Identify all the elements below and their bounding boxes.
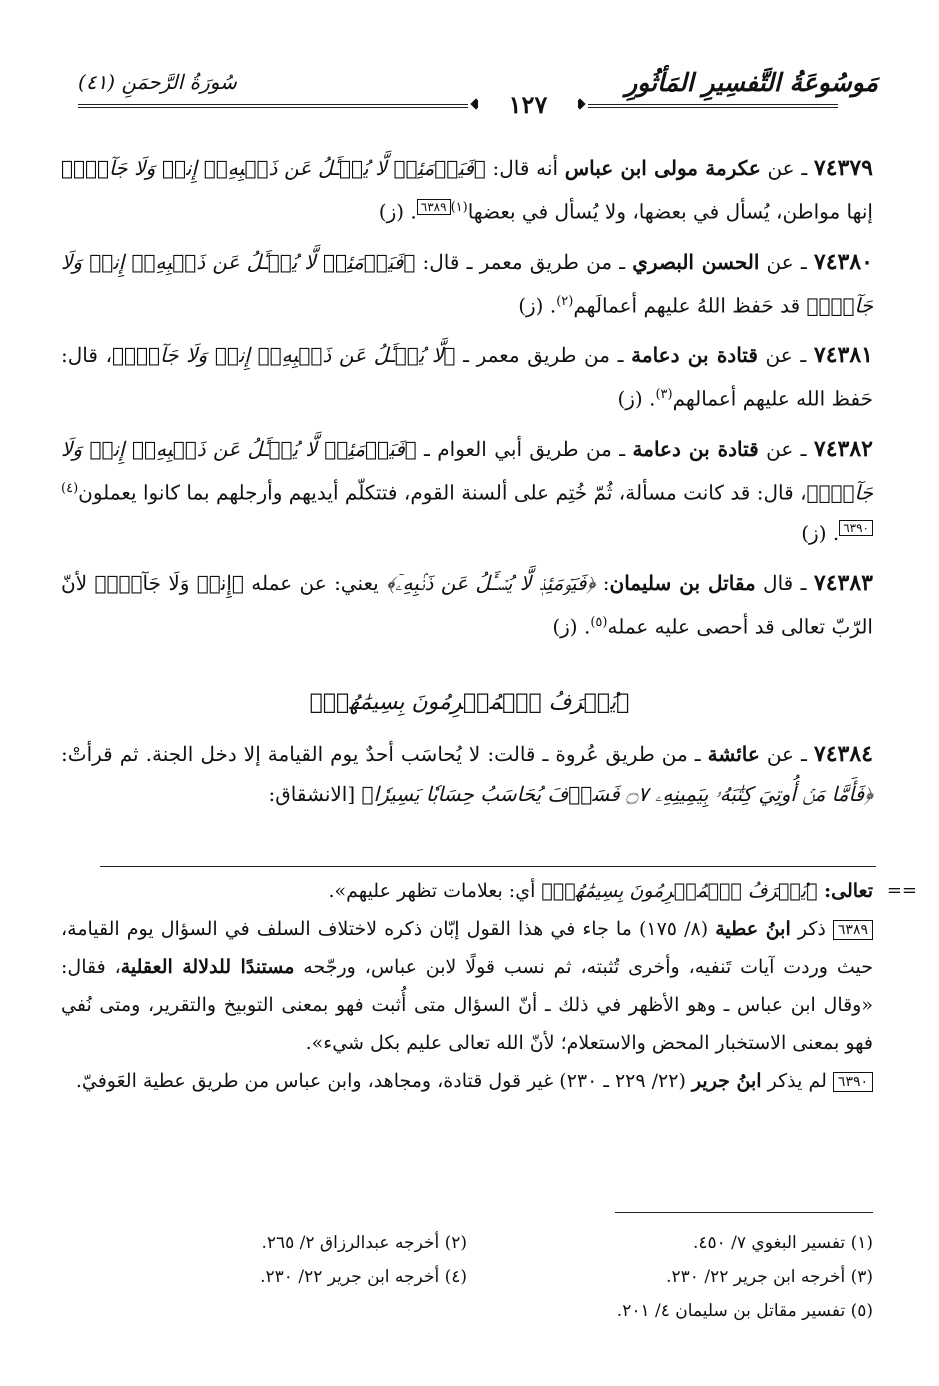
scholar-name: ابنُ عطية [715,918,791,940]
note-box-ref: ٦٣٩٠ [839,520,873,536]
entry-text: أنه قال: [485,156,565,180]
entry-tail: . (ز) [552,614,591,639]
narrator: قتادة بن دعامة [631,343,758,368]
quran-verse: ﴿فَيَوۡمَئِذٖ لَّا يُسۡـَٔلُ عَن ذَنۢبِهِۦٓ﴾ [386,570,596,595]
entries-list-2 [61,734,873,824]
continuation-label: تعالى: [817,880,873,902]
narrator: الحسن البصري [632,249,760,274]
note-text: (٨/ ١٧٥) ما جاء في هذا القول إبّان ذكره لاختلاف السلف في السؤال يوم القيامة، حيث وردت آيات تَنفيه، وأخرى تُثبته، ثم نسب قولًا لابن عباس، ورجّحه [61,918,873,978]
entries-list [61,148,873,656]
quran-verse: ﴿فَيَوۡمَئِذٖ لَّا يُسۡـَٔلُ عَن ذَنۢبِهِۦٓ إِنسٞ وَلَا جَآنّٞ﴾ [61,436,873,505]
footnote-row [61,1260,873,1294]
footnote-ref: (٥) [590,614,608,630]
quran-verse: ﴿فَيَوۡمَئِذٖ لَّا يُسۡـَٔلُ عَن ذَنۢبِهِۦٓ إِنسٞ وَلَا جَآنّٞ﴾ [61,156,486,180]
footnote-ref: (٤) [61,480,79,496]
entry-text: قد حَفظ اللهُ عليهم أعمالَهم [573,293,807,318]
footnote-row [61,1226,873,1260]
footnote-row [61,1294,873,1328]
entry-text: ـ عن [758,436,814,461]
footnote-ref: (٢) [556,293,574,309]
entry-text: ، قال: حَفظ الله عليهم أعمالهم [61,343,873,411]
footnote: (٥) تفسير مقاتل بن سليمان ٤/ ٢٠١. [616,1301,873,1321]
note-text: أي: بعلامات تظهر عليهم». [328,880,542,902]
entry-tail: . (ز) [378,199,417,224]
entry-text: يعني: عن عمله ﴿إِنسٞ وَلَا جَآنّٞ﴾ لأنّ الرّبّ تعالى قد أحصى عليه عمله [61,570,873,639]
quran-verse: ﴿لَّا يُسۡـَٔلُ عَن ذَنۢبِهِۦٓ إِنسٞ وَلَا جَآنّٞ﴾ [112,343,456,368]
entry [61,563,873,647]
page-number: ١٢٧ [478,90,578,119]
entry [61,148,873,232]
footnote: (٢) أخرجه عبدالرزاق ٢/ ٢٦٥. [261,1233,467,1253]
entry-tail: . (ز) [801,520,840,545]
section-title: ﴿يُعۡرَفُ ٱلۡمُجۡرِمُونَ بِسِيمَٰهُمۡ﴾ [309,690,630,715]
commentary-notes [61,872,917,1100]
footnotes [61,1226,873,1328]
entry-text: : [595,570,610,595]
entry [61,335,873,419]
narrator: قتادة بن دعامة [632,436,759,461]
entry-tail: . (ز) [617,386,656,411]
entry-tail: . (ز) [518,293,557,318]
footnote: (٣) أخرجه ابن جرير ٢٢/ ٢٣٠. [666,1267,873,1287]
note-continuation [61,872,917,910]
page-header [78,62,878,120]
notes-separator [100,866,876,867]
entry-text: ـ من طريق عُروة ـ قالت: لا يُحاسَب أحدٌ يوم القيامة إلا دخل الجنة. ثم قرأتْ: [61,742,708,766]
entry-text: ـ عن [759,742,814,766]
entry-text: ـ عن [760,156,814,180]
entry [61,242,873,326]
entry-number: ٧٤٣٨٣ [813,569,873,596]
note-box-ref: ٦٣٨٩ [417,199,451,215]
note-text: لم يذكر [761,1070,833,1092]
book-title: مَوسُوعَةُ التَّفسِيرِ المَأثُورِ [625,68,878,97]
note-box-number: ٦٣٨٩ [833,920,873,940]
entry-number: ٧٤٣٨٢ [813,435,873,462]
footnotes-separator [615,1212,873,1213]
footnote: (١) تفسير البغوي ٧/ ٤٥٠. [692,1233,873,1253]
entry-number: ٧٤٣٨١ [813,342,873,369]
narrator: مقاتل بن سليمان [609,570,756,595]
narrator: عكرمة مولى ابن عباس [564,156,761,180]
note-emphasis: مستندًا للدلالة العقلية [120,956,295,978]
entry-text: إنها مواطن، يُسأل في بعضها، ولا يُسأل في بعضها [467,199,873,224]
entry-text: ـ عن [757,343,814,368]
note-text: ، فقال: «وقال ابن عباس ـ وهو الأظهر في ذلك ـ أنّ السؤال متى أُثبت فهو بمعنى التوبيخ والتقرير، ومتى نُفي فهو بمعنى الاستخبار المحض والاستعلام؛ لأنّ الله تعالى عليم بكل شيء». [61,956,873,1054]
footnote-ref: (٣) [655,387,673,403]
entry-text: ـ قال [755,570,814,595]
entry-number: ٧٤٣٨٠ [813,248,873,275]
footnote: (٤) أخرجه ابن جرير ٢٢/ ٢٣٠. [260,1267,467,1287]
entry [61,734,873,814]
header-rule-left [78,104,468,108]
quran-verse: ﴿يُعۡرَفُ ٱلۡمُجۡرِمُونَ بِسِيمَٰهُمۡ﴾ [541,880,818,902]
quran-verse: ﴿فَيَوۡمَئِذٖ لَّا يُسۡـَٔلُ عَن ذَنۢبِهِۦٓ إِنسٞ وَلَا جَآنّٞ﴾ [61,249,873,318]
note-box-number: ٦٣٩٠ [833,1072,873,1092]
scholar-name: ابنُ جرير [691,1070,762,1092]
entry-text: ، قال: قد كانت مسألة، ثُمّ خُتِم على ألسنة القوم، فتتكلّم أيديهم وأرجلهم بما كانوا يعملون [78,480,807,505]
entry [61,429,873,553]
continuation-mark: == [886,880,917,901]
surah-label: سُورَةُ الرَّحمَنِ (٤١) [78,70,237,94]
entry-text: ـ من طريق أبي العوام ـ [416,436,633,461]
entry-text: ـ من طريق معمر ـ [455,343,632,368]
entry-text: ـ من طريق معمر ـ قال: [415,249,633,274]
entry-tail: [الانشقاق: [268,782,362,806]
note-text: (٢٢/ ٢٢٩ ـ ٢٣٠) غير قول قتادة، ومجاهد، وابن عباس من طريق عطية العَوفيّ. [75,1070,692,1092]
note-item [61,910,873,1062]
narrator: عائشة [707,742,760,766]
header-rule-right [588,104,838,108]
entry-number: ٧٤٣٨٤ [813,741,873,767]
note-text: ذكر [790,918,833,940]
entry-number: ٧٤٣٧٩ [813,155,873,181]
note-item [61,1062,873,1100]
footnote-ref: (١) [450,200,468,215]
quran-verse: ﴿فَأَمَّا مَنۡ أُوتِيَ كِتَٰبَهُۥ بِيَمِينِهِۦ ۝٧ فَسَوۡفَ يُحَاسَبُ حِسَابٗا يَسِيرٗا﴾ [361,782,873,806]
entry-text: ـ عن [759,249,814,274]
